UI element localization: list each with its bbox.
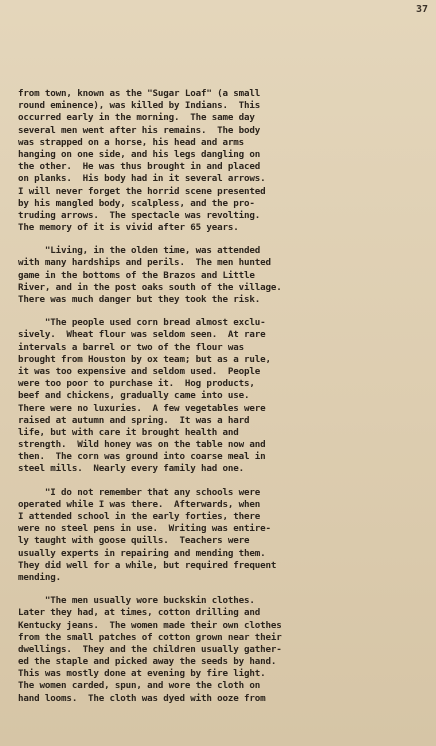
text-line: This was mostly done at evening by fire light.	[18, 668, 266, 680]
paragraph	[18, 487, 428, 585]
text-line: operated while I was there. Afterwards, when	[18, 498, 261, 510]
text-line: on planks. His body had in it several arrows.	[18, 173, 266, 185]
text-line: usually experts in repairing and mending them.	[18, 547, 266, 559]
text-line: hanging on one side, and his legs dangling on	[18, 148, 261, 160]
text-line: intervals a barrel or two of the flour was	[18, 341, 245, 353]
text-line: then. The corn was ground into coarse meal in	[18, 451, 266, 463]
paragraph-gap	[18, 584, 428, 595]
text-line: I will never forget the horrid scene presented	[18, 185, 266, 197]
body-text	[18, 88, 428, 705]
text-line: occurred early in the morning. The same day	[18, 112, 255, 124]
text-line: "Living, in the olden time, was attended	[18, 245, 261, 257]
text-line: strength. Wild honey was on the table now and	[18, 439, 266, 451]
paragraph-gap	[18, 234, 428, 245]
paragraph-gap	[18, 306, 428, 317]
page-number: 37	[415, 4, 428, 15]
text-line: by his mangled body, scalpless, and the pro-	[18, 197, 255, 209]
text-line: raised at autumn and spring. It was a hard	[18, 414, 250, 426]
text-line: was strapped on a horse, his head and arms	[18, 136, 245, 148]
paragraph-gap	[18, 476, 428, 487]
text-line: with many hardships and perils. The men hunted	[18, 257, 271, 269]
text-line: "I do not remember that any schools were	[18, 486, 261, 498]
text-line: the other. He was thus brought in and placed	[18, 161, 261, 173]
text-line: truding arrows. The spectacle was revolting.	[18, 209, 261, 221]
text-line: steel mills. Nearly every family had one.	[18, 463, 245, 475]
text-line: ly taught with goose quills. Teachers were	[18, 535, 250, 547]
text-line: ed the staple and picked away the seeds by hand.	[18, 656, 277, 668]
text-line: "The men usually wore buckskin clothes.	[18, 595, 255, 607]
paragraph	[18, 317, 428, 475]
text-line: They did well for a while, but required frequent	[18, 559, 277, 571]
text-line: from the small patches of cotton grown near their	[18, 631, 282, 643]
paragraph	[18, 88, 428, 234]
text-line: I attended school in the early forties, there	[18, 511, 261, 522]
text-line: sively. Wheat flour was seldom seen. At rare	[18, 329, 266, 341]
text-line: Kentucky jeans. The women made their own clothes	[18, 619, 282, 631]
text-line: River, and in the post oaks south of the village.	[18, 281, 282, 293]
text-line: The memory of it is vivid after 65 years.	[18, 222, 239, 234]
text-line: brought from Houston by ox team; but as a rule,	[18, 353, 271, 365]
paragraph	[18, 595, 428, 705]
text-line: were too poor to purchase it. Hog products,	[18, 378, 255, 390]
text-line: dwellings. They and the children usually gather-	[18, 643, 282, 655]
text-line: hand looms. The cloth was dyed with ooze from	[18, 692, 266, 704]
text-line: "The people used corn bread almost exclu-	[18, 317, 266, 329]
text-line: it was too expensive and seldom used. People	[18, 365, 261, 377]
text-line: were no steel pens in use. Writing was entire-	[18, 523, 271, 535]
text-line: from town, known as the "Sugar Loaf" (a small	[18, 88, 261, 99]
text-line: round eminence), was killed by Indians. This	[18, 100, 261, 112]
text-line: There were no luxuries. A few vegetables were	[18, 402, 266, 414]
text-line: Later they had, at times, cotton drilling and	[18, 607, 261, 619]
text-line: several men went after his remains. The body	[18, 124, 261, 136]
text-line: beef and chickens, gradually came into use.	[18, 390, 250, 402]
text-line: game in the bottoms of the Brazos and Little	[18, 269, 255, 281]
text-line: mending.	[18, 571, 62, 583]
text-line: There was much danger but they took the risk.	[18, 294, 261, 305]
paragraph	[18, 245, 428, 306]
text-line: life, but with care it brought health and	[18, 426, 239, 438]
text-line: The women carded, spun, and wore the cloth on	[18, 680, 261, 692]
